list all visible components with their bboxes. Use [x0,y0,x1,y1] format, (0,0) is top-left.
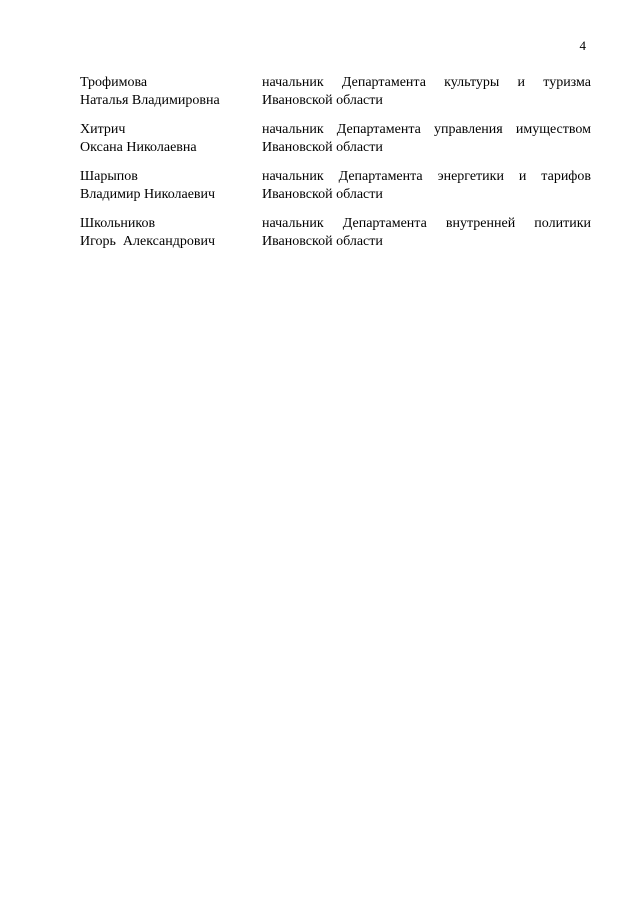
official-position [262,215,591,250]
position-line-2: Ивановской области [262,233,383,249]
position-line-2: Ивановской области [262,139,383,155]
list-item [80,121,591,156]
position-line-1: начальник Департамента культуры и туризма [262,75,591,90]
official-given-names: Оксана Николаевна [80,139,197,155]
official-given-names: Игорь Александрович [80,233,216,249]
list-item [80,215,591,250]
official-given-names: Наталья Владимировна [80,92,220,108]
page-number: 4 [579,38,586,53]
official-name [80,215,262,250]
position-line-1: начальник Департамента энергетики и тарифов [262,169,591,184]
officials-list [80,74,591,262]
official-surname: Трофимова [80,75,148,90]
position-line-2: Ивановской области [262,92,383,108]
official-given-names: Владимир Николаевич [80,186,216,202]
position-line-1: начальник Департамента управления имуществом [262,122,591,137]
position-line-2: Ивановской области [262,186,383,202]
official-position [262,74,591,109]
official-name [80,74,262,109]
official-surname: Хитрич [80,122,126,137]
official-surname: Шарыпов [80,169,138,184]
official-position [262,168,591,203]
position-line-1: начальник Департамента внутренней политики [262,216,591,231]
official-surname: Школьников [80,216,156,231]
list-item [80,168,591,203]
official-name [80,168,262,203]
list-item [80,74,591,109]
official-name [80,121,262,156]
official-position [262,121,591,156]
